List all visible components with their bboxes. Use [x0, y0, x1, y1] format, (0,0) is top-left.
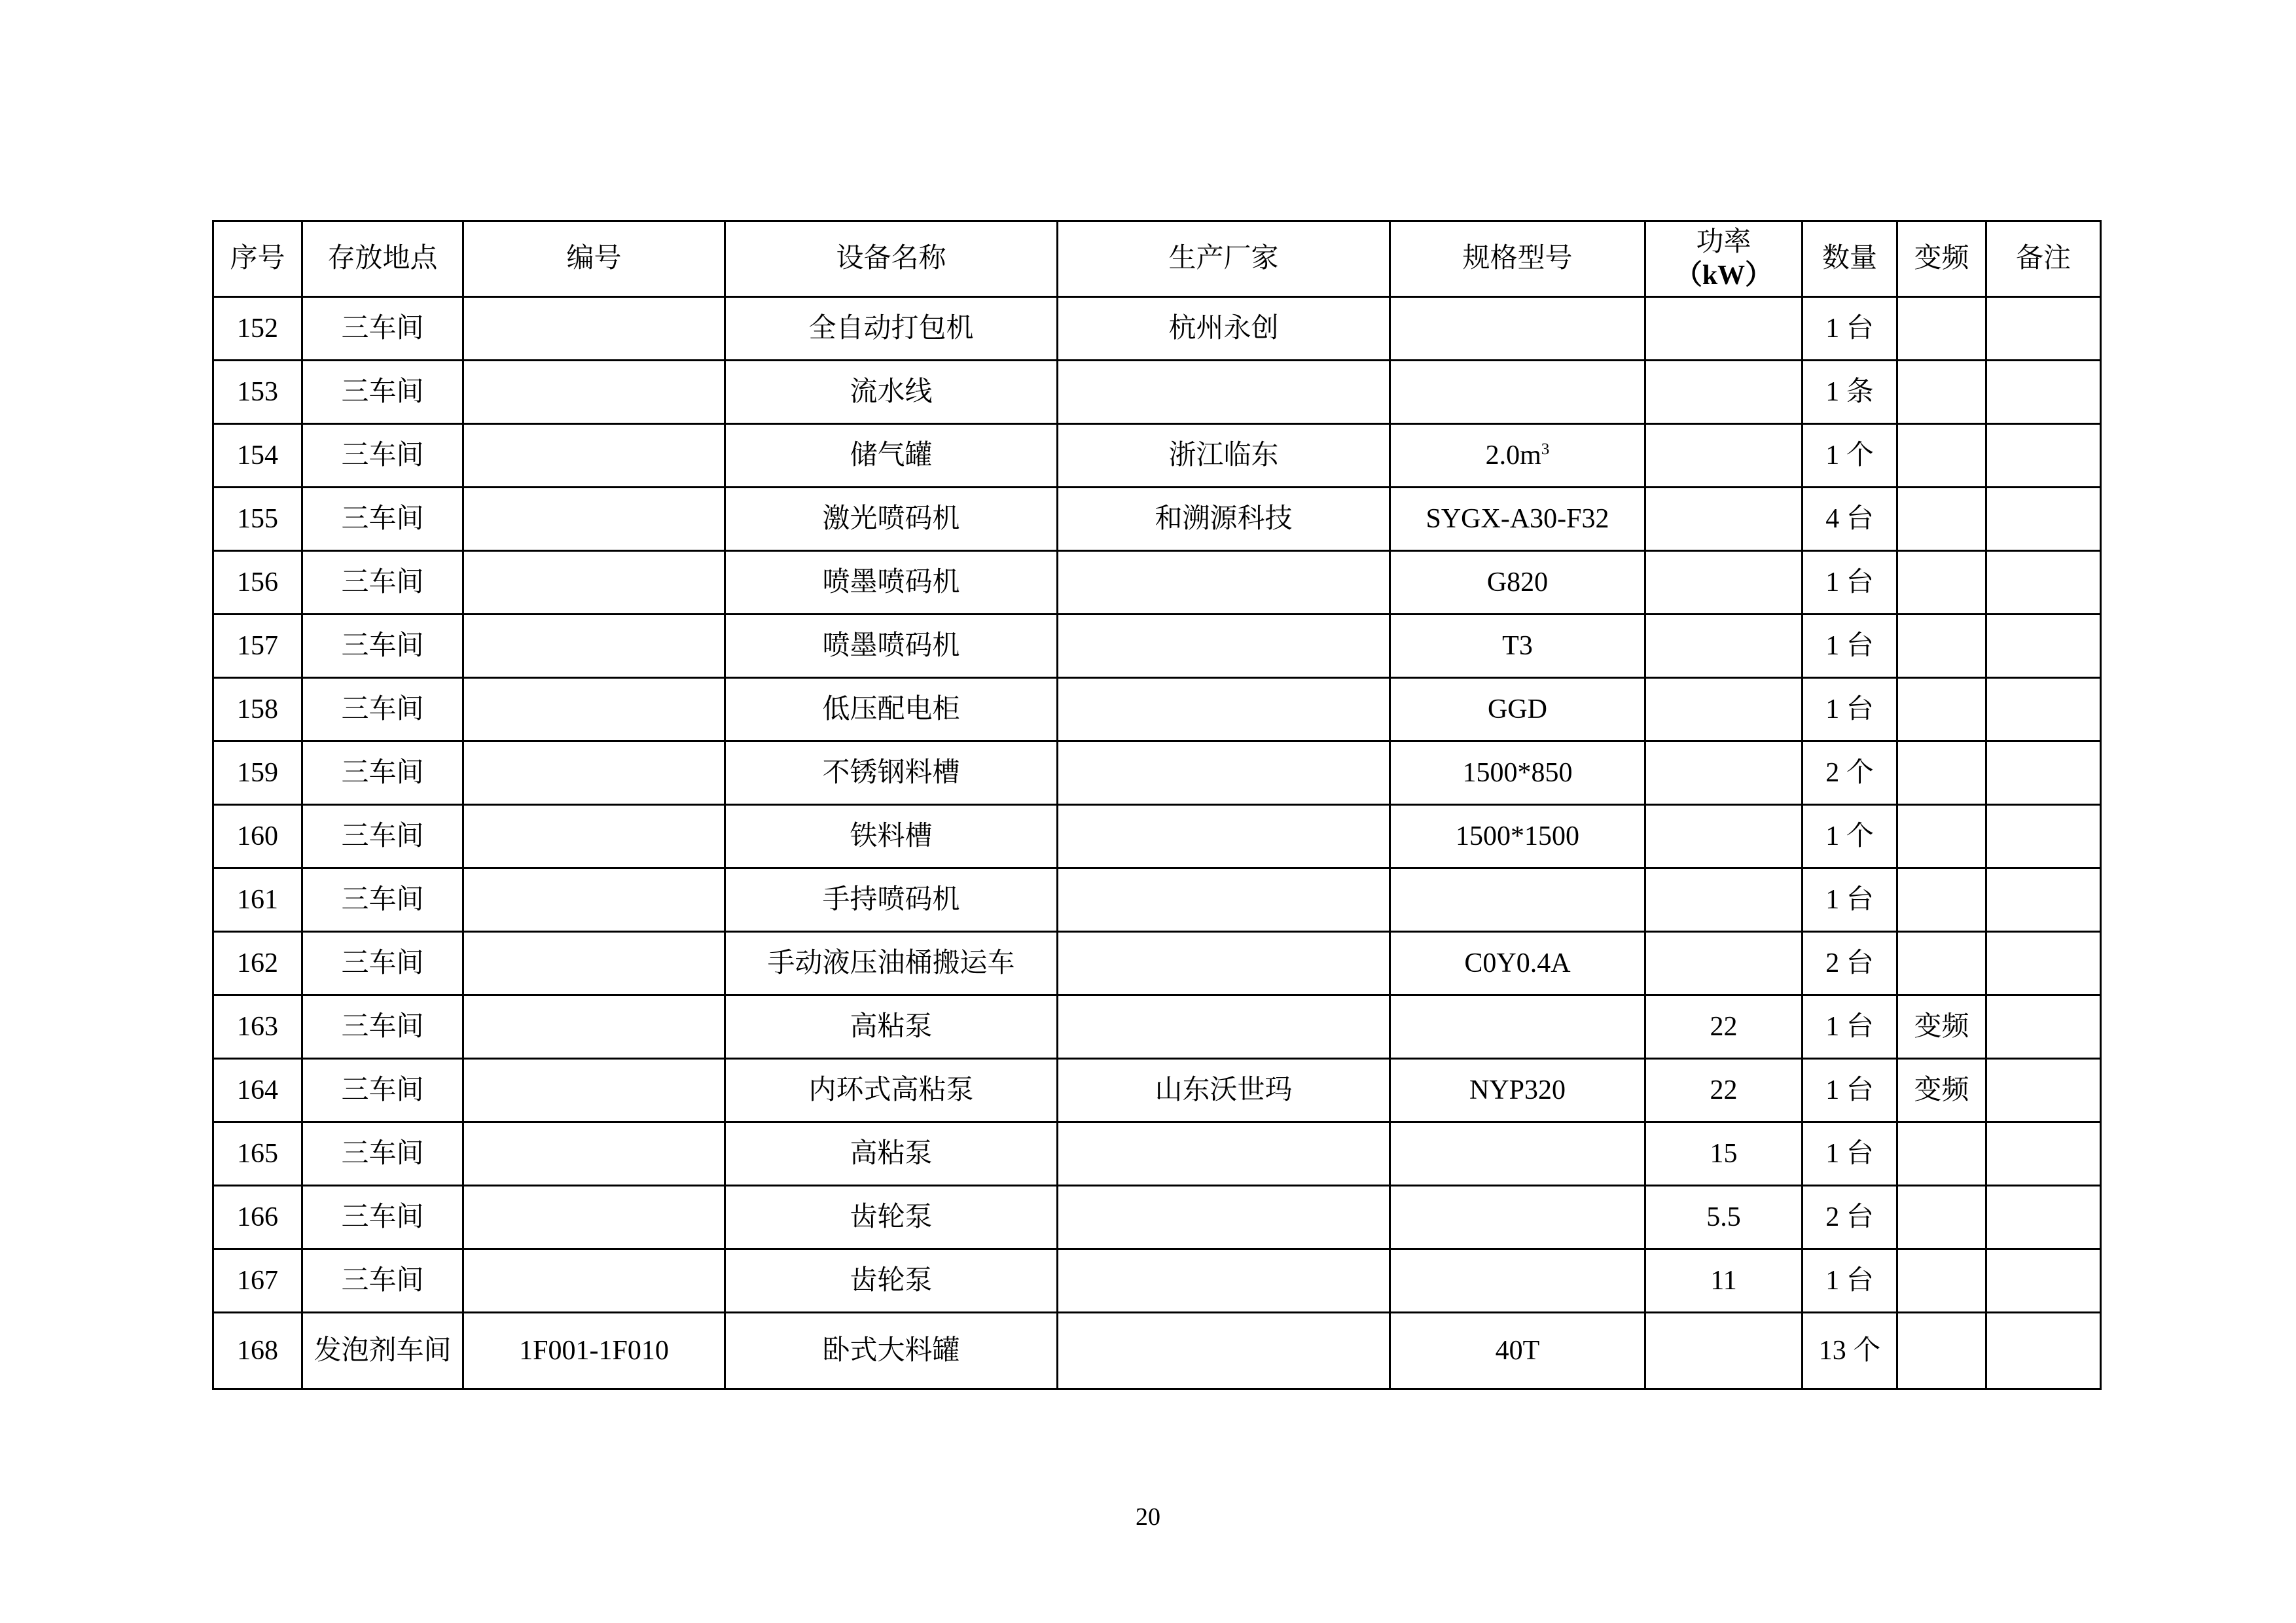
- table-row: [213, 1249, 2101, 1313]
- equipment-table: [212, 220, 2102, 1390]
- model-text: 2.0m: [1485, 440, 1541, 471]
- table-row: [213, 1059, 2101, 1122]
- cell-equipment-name: 卧式大料罐: [725, 1313, 1058, 1389]
- cell-model: [1390, 1122, 1645, 1186]
- model-text: 1500*1500: [1456, 821, 1579, 851]
- header-seq: 序号: [213, 221, 302, 297]
- cell-power: 5.5: [1645, 1186, 1803, 1249]
- cell-location: 三车间: [302, 995, 463, 1059]
- cell-manufacturer: 浙江临东: [1058, 424, 1390, 488]
- cell-vfd: [1897, 805, 1986, 868]
- cell-remarks: [1986, 805, 2101, 868]
- cell-quantity: 1 个: [1803, 805, 1897, 868]
- cell-manufacturer: [1058, 678, 1390, 741]
- model-text: NYP320: [1469, 1075, 1566, 1105]
- cell-manufacturer: [1058, 805, 1390, 868]
- cell-quantity: 13 个: [1803, 1313, 1897, 1389]
- cell-model: [1390, 551, 1645, 615]
- cell-quantity: 1 台: [1803, 551, 1897, 615]
- cell-quantity: 2 个: [1803, 741, 1897, 805]
- cell-power: [1645, 932, 1803, 995]
- cell-quantity: 2 台: [1803, 1186, 1897, 1249]
- cell-seq: 164: [213, 1059, 302, 1122]
- cell-manufacturer: [1058, 932, 1390, 995]
- table-row: [213, 1122, 2101, 1186]
- cell-equipment-name: 低压配电柜: [725, 678, 1058, 741]
- cell-power: [1645, 361, 1803, 424]
- cell-model: [1390, 615, 1645, 678]
- cell-model: [1390, 488, 1645, 551]
- cell-vfd: [1897, 1186, 1986, 1249]
- cell-seq: 166: [213, 1186, 302, 1249]
- cell-manufacturer: [1058, 615, 1390, 678]
- cell-vfd: [1897, 1313, 1986, 1389]
- cell-remarks: [1986, 551, 2101, 615]
- cell-code: [463, 424, 725, 488]
- header-vfd: 变频: [1897, 221, 1986, 297]
- header-location: 存放地点: [302, 221, 463, 297]
- cell-seq: 165: [213, 1122, 302, 1186]
- cell-vfd: [1897, 424, 1986, 488]
- table-row: [213, 868, 2101, 932]
- cell-quantity: 1 台: [1803, 297, 1897, 361]
- cell-power: [1645, 615, 1803, 678]
- cell-remarks: [1986, 995, 2101, 1059]
- cell-power: [1645, 868, 1803, 932]
- cell-remarks: [1986, 1186, 2101, 1249]
- cell-quantity: 1 台: [1803, 995, 1897, 1059]
- cell-location: 三车间: [302, 551, 463, 615]
- table-row: [213, 488, 2101, 551]
- cell-equipment-name: 喷墨喷码机: [725, 615, 1058, 678]
- cell-equipment-name: 齿轮泵: [725, 1186, 1058, 1249]
- cell-power: [1645, 805, 1803, 868]
- cell-vfd: [1897, 868, 1986, 932]
- cell-model: [1390, 297, 1645, 361]
- cell-seq: 154: [213, 424, 302, 488]
- header-power: [1645, 221, 1803, 297]
- cell-model: [1390, 1249, 1645, 1313]
- cell-code: [463, 868, 725, 932]
- cell-vfd: 变频: [1897, 995, 1986, 1059]
- model-superscript: 3: [1541, 440, 1550, 458]
- table-row: [213, 995, 2101, 1059]
- cell-remarks: [1986, 297, 2101, 361]
- cell-seq: 156: [213, 551, 302, 615]
- cell-location: 三车间: [302, 361, 463, 424]
- cell-code: [463, 805, 725, 868]
- cell-location: 三车间: [302, 1122, 463, 1186]
- cell-power: [1645, 678, 1803, 741]
- cell-code: [463, 678, 725, 741]
- cell-power: [1645, 424, 1803, 488]
- cell-equipment-name: 流水线: [725, 361, 1058, 424]
- cell-model: [1390, 1059, 1645, 1122]
- cell-equipment-name: 高粘泵: [725, 995, 1058, 1059]
- cell-remarks: [1986, 1313, 2101, 1389]
- cell-model: [1390, 1186, 1645, 1249]
- cell-model: [1390, 805, 1645, 868]
- cell-power: [1645, 1313, 1803, 1389]
- cell-location: 三车间: [302, 424, 463, 488]
- cell-equipment-name: 手动液压油桶搬运车: [725, 932, 1058, 995]
- header-equipment-name: 设备名称: [725, 221, 1058, 297]
- cell-remarks: [1986, 741, 2101, 805]
- cell-equipment-name: 铁料槽: [725, 805, 1058, 868]
- cell-remarks: [1986, 1059, 2101, 1122]
- page-number: 20: [1136, 1503, 1160, 1531]
- cell-manufacturer: [1058, 361, 1390, 424]
- model-text: 1500*850: [1462, 757, 1573, 788]
- header-remarks: 备注: [1986, 221, 2101, 297]
- cell-code: [463, 297, 725, 361]
- cell-remarks: [1986, 932, 2101, 995]
- cell-remarks: [1986, 868, 2101, 932]
- header-power-label: 功率: [1696, 227, 1751, 258]
- cell-seq: 155: [213, 488, 302, 551]
- table-row: [213, 551, 2101, 615]
- cell-power: 22: [1645, 1059, 1803, 1122]
- cell-code: [463, 932, 725, 995]
- table-row: [213, 1313, 2101, 1389]
- header-manufacturer: 生产厂家: [1058, 221, 1390, 297]
- cell-model: [1390, 678, 1645, 741]
- cell-manufacturer: [1058, 1122, 1390, 1186]
- cell-remarks: [1986, 678, 2101, 741]
- cell-vfd: [1897, 741, 1986, 805]
- cell-location: 三车间: [302, 932, 463, 995]
- cell-code: [463, 1122, 725, 1186]
- cell-equipment-name: 激光喷码机: [725, 488, 1058, 551]
- cell-equipment-name: 手持喷码机: [725, 868, 1058, 932]
- cell-power: [1645, 297, 1803, 361]
- cell-seq: 162: [213, 932, 302, 995]
- cell-vfd: [1897, 297, 1986, 361]
- cell-seq: 167: [213, 1249, 302, 1313]
- cell-code: 1F001-1F010: [463, 1313, 725, 1389]
- header-model: 规格型号: [1390, 221, 1645, 297]
- cell-seq: 158: [213, 678, 302, 741]
- cell-power: 15: [1645, 1122, 1803, 1186]
- cell-vfd: 变频: [1897, 1059, 1986, 1122]
- cell-location: 三车间: [302, 1186, 463, 1249]
- cell-quantity: 1 台: [1803, 615, 1897, 678]
- cell-seq: 168: [213, 1313, 302, 1389]
- table-row: [213, 361, 2101, 424]
- table-row: [213, 678, 2101, 741]
- cell-location: 三车间: [302, 741, 463, 805]
- cell-manufacturer: 和溯源科技: [1058, 488, 1390, 551]
- cell-equipment-name: 不锈钢料槽: [725, 741, 1058, 805]
- cell-location: 三车间: [302, 868, 463, 932]
- cell-quantity: 1 个: [1803, 424, 1897, 488]
- model-text: SYGX-A30-F32: [1426, 503, 1609, 534]
- model-text: 40T: [1495, 1335, 1540, 1366]
- table-body: [213, 297, 2101, 1389]
- cell-seq: 157: [213, 615, 302, 678]
- cell-location: 三车间: [302, 805, 463, 868]
- cell-vfd: [1897, 615, 1986, 678]
- cell-vfd: [1897, 1122, 1986, 1186]
- cell-code: [463, 551, 725, 615]
- cell-location: 三车间: [302, 1059, 463, 1122]
- cell-manufacturer: [1058, 551, 1390, 615]
- cell-quantity: 4 台: [1803, 488, 1897, 551]
- table-row: [213, 297, 2101, 361]
- cell-quantity: 1 台: [1803, 1059, 1897, 1122]
- cell-seq: 163: [213, 995, 302, 1059]
- cell-seq: 159: [213, 741, 302, 805]
- cell-model: [1390, 424, 1645, 488]
- cell-quantity: 1 台: [1803, 868, 1897, 932]
- cell-manufacturer: [1058, 995, 1390, 1059]
- cell-vfd: [1897, 1249, 1986, 1313]
- cell-manufacturer: [1058, 1313, 1390, 1389]
- cell-equipment-name: 喷墨喷码机: [725, 551, 1058, 615]
- cell-vfd: [1897, 488, 1986, 551]
- cell-seq: 160: [213, 805, 302, 868]
- model-text: T3: [1502, 630, 1533, 661]
- header-quantity: 数量: [1803, 221, 1897, 297]
- cell-vfd: [1897, 932, 1986, 995]
- cell-manufacturer: 山东沃世玛: [1058, 1059, 1390, 1122]
- cell-quantity: 2 台: [1803, 932, 1897, 995]
- table-row: [213, 615, 2101, 678]
- cell-location: 发泡剂车间: [302, 1313, 463, 1389]
- cell-code: [463, 1059, 725, 1122]
- cell-equipment-name: 高粘泵: [725, 1122, 1058, 1186]
- cell-model: [1390, 868, 1645, 932]
- cell-quantity: 1 台: [1803, 678, 1897, 741]
- cell-location: 三车间: [302, 488, 463, 551]
- cell-quantity: 1 条: [1803, 361, 1897, 424]
- table-row: [213, 1186, 2101, 1249]
- cell-location: 三车间: [302, 615, 463, 678]
- cell-power: [1645, 488, 1803, 551]
- cell-remarks: [1986, 488, 2101, 551]
- cell-model: [1390, 995, 1645, 1059]
- cell-code: [463, 1186, 725, 1249]
- cell-location: 三车间: [302, 297, 463, 361]
- cell-code: [463, 1249, 725, 1313]
- cell-manufacturer: 杭州永创: [1058, 297, 1390, 361]
- cell-power: 11: [1645, 1249, 1803, 1313]
- cell-manufacturer: [1058, 1186, 1390, 1249]
- cell-quantity: 1 台: [1803, 1249, 1897, 1313]
- cell-power: [1645, 741, 1803, 805]
- model-text: C0Y0.4A: [1464, 948, 1571, 978]
- cell-model: [1390, 741, 1645, 805]
- cell-quantity: 1 台: [1803, 1122, 1897, 1186]
- cell-seq: 153: [213, 361, 302, 424]
- cell-equipment-name: 齿轮泵: [725, 1249, 1058, 1313]
- cell-seq: 161: [213, 868, 302, 932]
- cell-manufacturer: [1058, 741, 1390, 805]
- cell-seq: 152: [213, 297, 302, 361]
- cell-remarks: [1986, 1249, 2101, 1313]
- cell-model: [1390, 932, 1645, 995]
- cell-manufacturer: [1058, 868, 1390, 932]
- table-row: [213, 424, 2101, 488]
- cell-remarks: [1986, 424, 2101, 488]
- model-text: GGD: [1488, 694, 1547, 724]
- header-row: [213, 221, 2101, 297]
- cell-vfd: [1897, 551, 1986, 615]
- cell-code: [463, 615, 725, 678]
- cell-vfd: [1897, 361, 1986, 424]
- table-row: [213, 805, 2101, 868]
- cell-code: [463, 995, 725, 1059]
- cell-location: 三车间: [302, 1249, 463, 1313]
- cell-equipment-name: 储气罐: [725, 424, 1058, 488]
- cell-location: 三车间: [302, 678, 463, 741]
- cell-equipment-name: 全自动打包机: [725, 297, 1058, 361]
- cell-manufacturer: [1058, 1249, 1390, 1313]
- cell-code: [463, 361, 725, 424]
- cell-remarks: [1986, 1122, 2101, 1186]
- cell-code: [463, 488, 725, 551]
- cell-equipment-name: 内环式高粘泵: [725, 1059, 1058, 1122]
- cell-model: [1390, 1313, 1645, 1389]
- header-code: 编号: [463, 221, 725, 297]
- header-power-unit: （kW）: [1674, 260, 1773, 291]
- cell-remarks: [1986, 361, 2101, 424]
- cell-model: [1390, 361, 1645, 424]
- cell-code: [463, 741, 725, 805]
- table-row: [213, 932, 2101, 995]
- cell-power: 22: [1645, 995, 1803, 1059]
- cell-remarks: [1986, 615, 2101, 678]
- table-row: [213, 741, 2101, 805]
- cell-vfd: [1897, 678, 1986, 741]
- cell-power: [1645, 551, 1803, 615]
- model-text: G820: [1486, 567, 1549, 597]
